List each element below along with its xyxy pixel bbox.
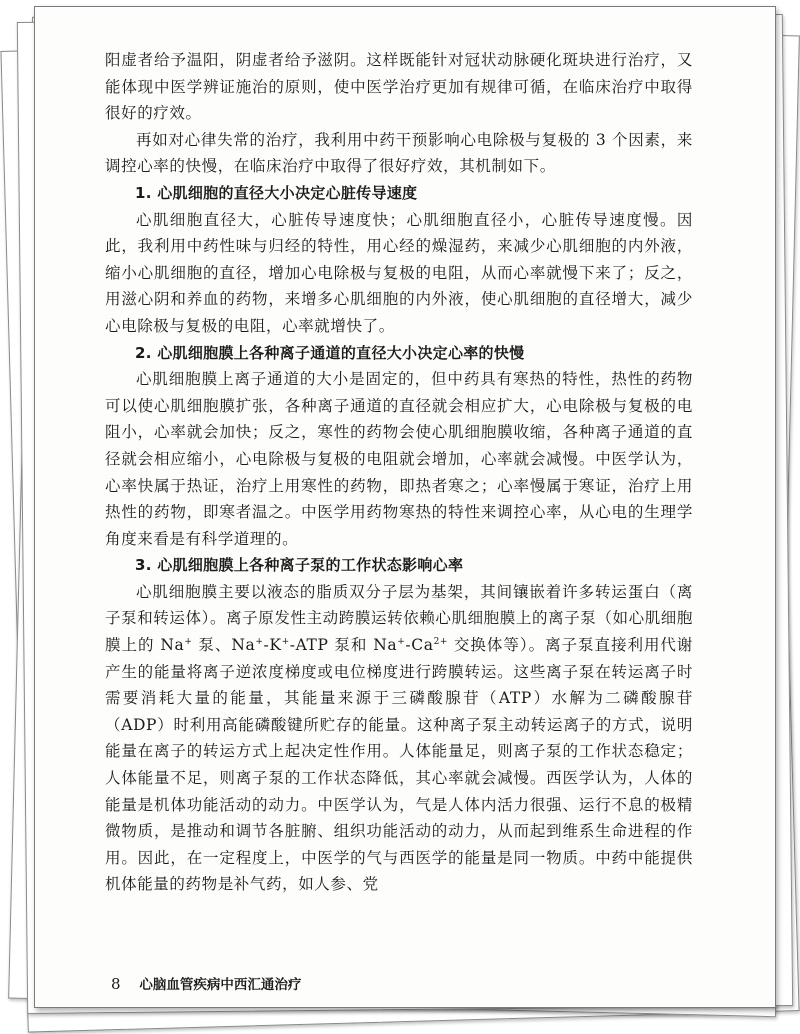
text-run: -Ca	[405, 636, 434, 655]
superscript: +	[255, 637, 264, 648]
text-run: -ATP 泵和 Na	[289, 636, 398, 655]
book-page	[34, 6, 776, 1008]
superscript: 2+	[433, 637, 449, 648]
section-heading: 2. 心肌细胞膜上各种离子通道的直径大小决定心率的快慢	[135, 343, 525, 362]
paragraph	[105, 579, 693, 898]
text-run: 交换体等）。离子泵直接利用代谢产生的能量将离子逆浓度梯度或电位梯度进行跨膜转运。这些离子泵在转运离子时需要消耗大量的能量，其能量来源于三磷酸腺苷（ATP）水解为二磷酸腺苷（ADP）时利用高能磷酸键所贮存的能量。这种离子泵主动转运离子的方式，说明能量在离子的转运方式上起决定性作用。人体能量足，则离子泵的工作状态稳定；人体能量不足，则离子泵的工作状态降低，其心率就会减慢。西医学认为，人体的能量是机体功能活动的动力。中医学认为，气是人体内活力很强、运行不息的极精微物质，是推动和调节各脏腑、组织功能活动的动力，从而起到维系生命进程的作用。因此，在一定程度上，中医学的气与西医学的能量是同一物质。中药中能提供机体能量的药物是补气药，如人参、党	[105, 636, 693, 894]
superscript: +	[397, 637, 406, 648]
paragraph: 心肌细胞膜上离子通道的大小是固定的，但中药具有寒热的特性，热性的药物可以使心肌细胞膜扩张，各种离子通道的直径就会相应扩大，心电除极与复极的电阻小，心率就会加快；反之，寒性的药物会使心肌细胞膜收缩，各种离子通道的直径就会相应缩小，心电除极与复极的电阻就会增加，心率就会减慢。中医学认为，心率快属于热证，治疗上用寒性的药物，即热者寒之；心率慢属于寒证，治疗上用热性的药物，即寒者温之。中医学用药物寒热的特性来调控心率，从心电的生理学角度来看是有科学道理的。	[105, 370, 693, 548]
superscript: +	[184, 637, 193, 648]
section-heading: 3. 心肌细胞膜上各种离子泵的工作状态影响心率	[135, 556, 464, 575]
text-run: 泵、Na	[192, 636, 256, 655]
paragraph: 再如对心律失常的治疗，我利用中药干预影响心电除极与复极的 3 个因素，来调控心率的快慢，在临床治疗中取得了很好疗效，其机制如下。	[105, 130, 693, 176]
page-number: 8	[111, 975, 121, 993]
page-footer	[111, 973, 301, 993]
section-heading: 1. 心肌细胞的直径大小决定心脏传导速度	[135, 183, 418, 202]
text-run: 心肌细胞膜主要以液态的脂质双分子层为基架，其间镶嵌着许多转运蛋白（离子泵和转运体）。离子原发性主动跨膜运转依赖心肌细胞膜上的离子泵（如心肌细胞膜上的 Na	[105, 582, 693, 655]
paragraph: 阳虚者给予温阳，阴虚者给予滋阴。这样既能针对冠状动脉硬化斑块进行治疗，又能体现中医学辨证施治的原则，使中医学治疗更加有规律可循，在临床治疗中取得很好的疗效。	[105, 51, 693, 123]
running-title: 心脑血管疾病中西汇通治疗	[139, 977, 302, 993]
paragraph: 心肌细胞直径大，心脏传导速度快；心肌细胞直径小，心脏传导速度慢。因此，我利用中药性味与归经的特性，用心经的燥湿药，来减少心肌细胞的内外液，缩小心肌细胞的直径，增加心电除极与复极的电阻，从而心率就慢下来了；反之，用滋心阴和养血的药物，来增多心肌细胞的内外液，使心肌细胞的直径增大，减少心电除极与复极的电阻，心率就增快了。	[105, 210, 693, 335]
text-run: -K	[263, 636, 282, 655]
superscript: +	[281, 637, 290, 648]
page-body	[105, 47, 693, 898]
